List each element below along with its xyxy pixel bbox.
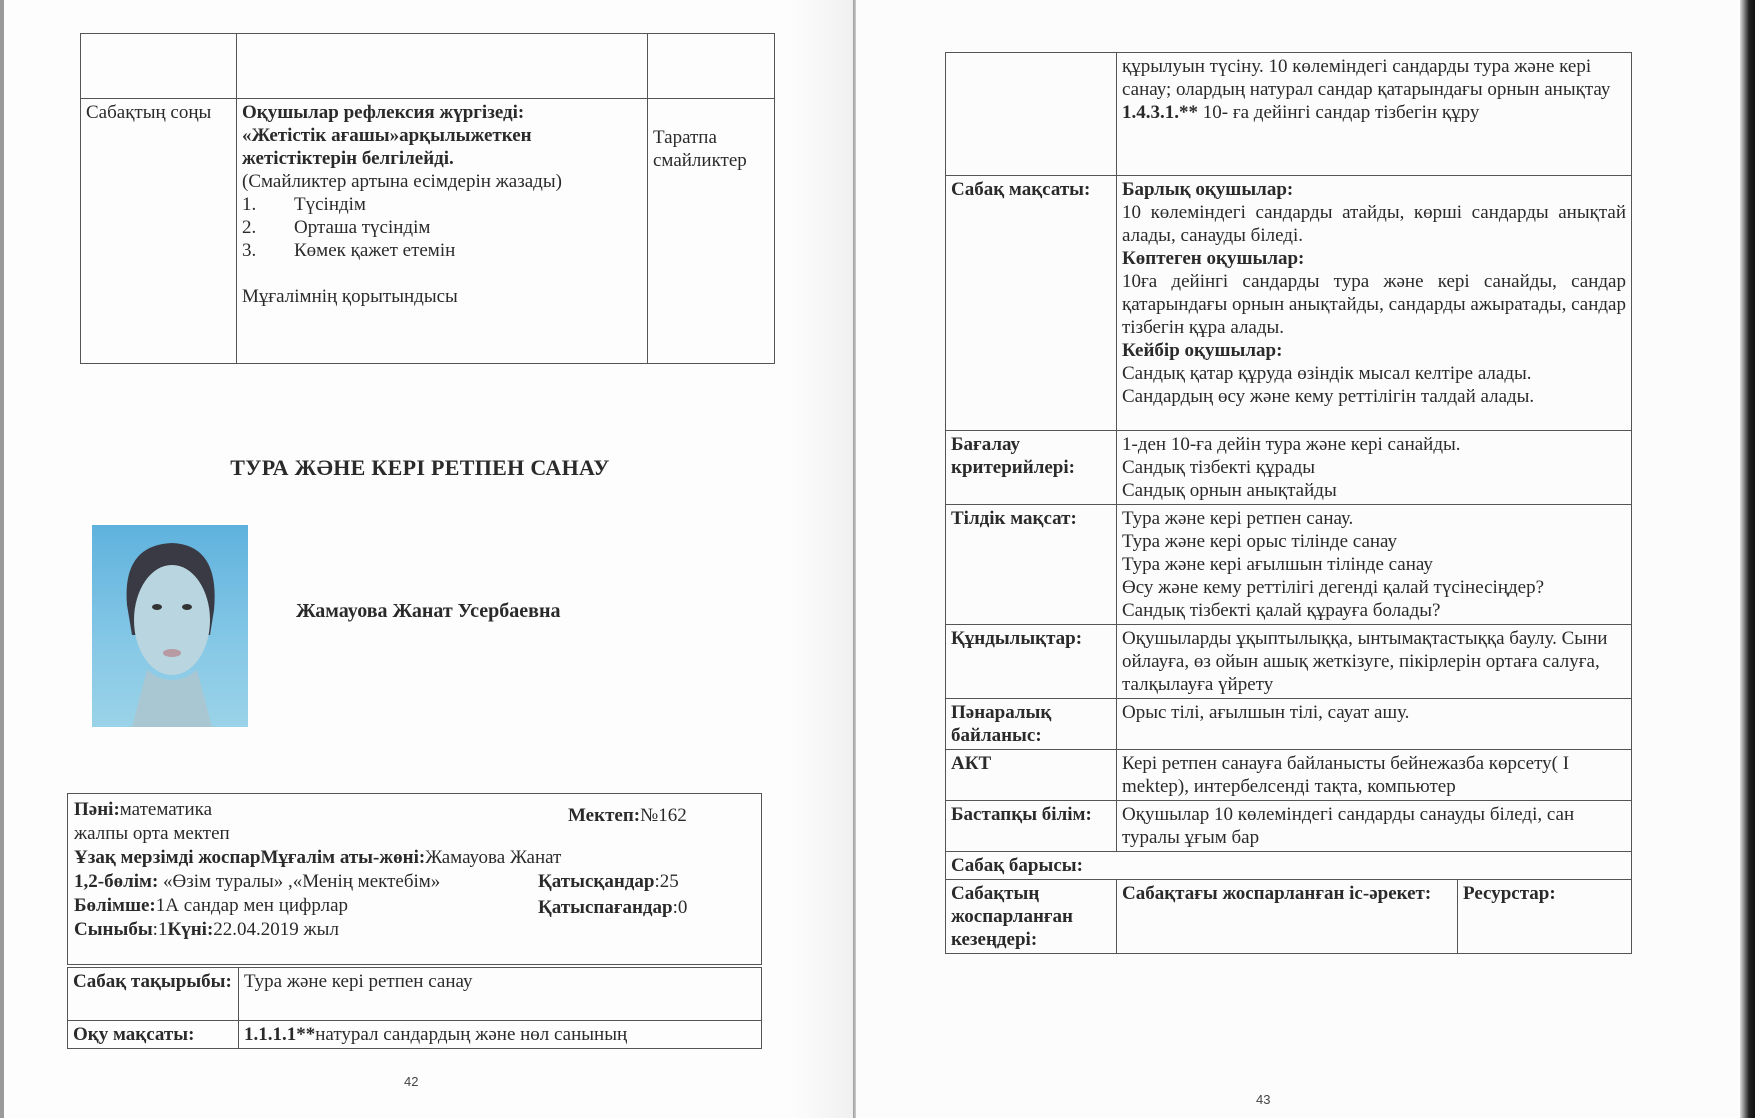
absent-line — [538, 896, 687, 919]
eye-left — [152, 604, 162, 610]
lesson-goals-label: Сабақ мақсаты: — [946, 176, 1117, 431]
date-label: Күні: — [167, 919, 214, 940]
lesson-info-box — [67, 793, 762, 965]
assessment-line: Сандық орнын анықтайды — [1122, 480, 1337, 501]
objective-label: Оқу мақсаты: — [68, 1021, 239, 1049]
goals-some-text: Сандардың өсу және кему реттілігін талдай алады. — [1122, 386, 1535, 407]
goals-many-text: 10ға дейінгі сандарды тура және кері санайды, сандар қатарындағы орнын анықтайды, сандарды ажыратады, сандар тізбегін құра алады. — [1122, 271, 1626, 338]
language-goal-line: Тура және кері орыс тілінде санау — [1122, 531, 1398, 552]
lesson-topic-table — [67, 967, 762, 1049]
portrait-image — [92, 525, 248, 727]
lesson-goals-cell — [1117, 176, 1632, 431]
present-label: Қатысқандар — [538, 871, 655, 892]
table-cell — [648, 34, 775, 99]
teacher-conclusion: Мұғалімнің қорытындысы — [242, 286, 458, 307]
cross-curricular-label: Пәнаралық байланыс: — [946, 699, 1117, 750]
option-text: Орташа түсіндім — [294, 217, 431, 238]
language-goal-cell — [1117, 505, 1632, 625]
section-label: 1,2-бөлім: — [74, 871, 159, 892]
resources-cell — [648, 99, 775, 364]
table-row — [946, 750, 1632, 801]
reflection-option — [242, 239, 642, 262]
subject-label: Пәні: — [74, 799, 120, 820]
table-row — [946, 801, 1632, 852]
neck-shape — [132, 670, 212, 727]
grade-date-line — [74, 918, 339, 941]
section-line — [74, 870, 440, 893]
prior-knowledge-text: Оқушылар 10 көлеміндегі сандарды санауды біледі, сан туралы ұғым бар — [1117, 801, 1632, 852]
teacher-label: Мұғалім аты-жөні: — [260, 847, 426, 868]
table-row — [946, 880, 1632, 954]
cross-curricular-text: Орыс тілі, ағылшын тілі, сауат ашу. — [1117, 699, 1632, 750]
objective-value: натурал сандардың және нөл санының — [315, 1024, 628, 1045]
prior-knowledge-label: Бастапқы білім: — [946, 801, 1117, 852]
table-row — [946, 505, 1632, 625]
table-cell — [946, 53, 1117, 176]
goals-all-heading: Барлық оқушылар: — [1122, 179, 1294, 200]
lesson-title: ТУРА ЖӘНЕ КЕРІ РЕТПЕН САНАУ — [230, 455, 610, 480]
book-spine — [853, 0, 856, 1118]
present-value: :25 — [654, 871, 679, 892]
plan-activities-header: Сабақтағы жоспарланған іс-әрекет: — [1117, 880, 1458, 954]
section-value: «Өзім туралы» ,«Менің мектебім» — [163, 871, 441, 892]
absent-value: :0 — [672, 897, 688, 918]
objective-code: 1.1.1.1** — [244, 1024, 316, 1045]
reflection-option — [242, 216, 642, 239]
activity-line: жетістіктерін белгілейді. — [242, 148, 454, 169]
goals-some-text: Сандық қатар құруда өзіндік мысал келтіре алады. — [1122, 363, 1532, 384]
objective-continued-cell — [1117, 53, 1632, 176]
table-row — [68, 1021, 762, 1049]
lesson-plan-table — [945, 52, 1632, 954]
table-row — [946, 625, 1632, 699]
values-label: Құндылықтар: — [946, 625, 1117, 699]
objective-continued-text: құрылуын түсіну. 10 көлеміндегі сандарды тура және кері санау; олардың натурал сандар қатарындағы орнын анықтау — [1122, 56, 1611, 100]
table-row — [946, 699, 1632, 750]
objective-code-text: 10- ға дейінгі сандар тізбегін құру — [1198, 102, 1480, 123]
goals-many-heading: Көптеген оқушылар: — [1122, 248, 1305, 269]
face-shape — [134, 565, 210, 675]
stage-label: Сабақтың соңы — [81, 99, 237, 364]
table-row — [946, 176, 1632, 431]
table-row — [81, 34, 775, 99]
resources-text: Таратпа смайликтер — [653, 127, 747, 171]
table-row — [946, 53, 1632, 176]
subsection-value: 1А сандар мен цифрлар — [155, 895, 349, 916]
values-text: Оқушыларды ұқыптылыққа, ынтымақтастыққа баулу. Сыни ойлауға, өз ойын ашық жеткізуге, пікірлерін ортаға салуға, талқылауға үйрету — [1117, 625, 1632, 699]
table-cell — [237, 34, 648, 99]
teacher-name: Жамауова Жанат Усербаевна — [296, 600, 561, 622]
plan-resources-header: Ресурстар: — [1458, 880, 1632, 954]
table-row — [81, 99, 775, 364]
option-text: Көмек қажет етемін — [294, 240, 456, 261]
assessment-cell — [1117, 431, 1632, 505]
activity-heading: Оқушылар рефлексия жүргізеді: — [242, 102, 525, 123]
teacher-value: Жамауова Жанат — [425, 847, 562, 868]
option-number: 3. — [242, 240, 257, 261]
absent-label: Қатыспағандар — [538, 897, 673, 918]
topic-label: Сабақ тақырыбы: — [68, 968, 239, 1021]
assessment-line: 1-ден 10-ға дейін тура және кері санайды. — [1122, 434, 1461, 455]
table-row — [68, 968, 762, 1021]
language-goal-line: Тура және кері ағылшын тілінде санау — [1122, 554, 1433, 575]
objective-code: 1.4.3.1.** — [1122, 102, 1198, 123]
topic-value: Тура және кері ретпен санау — [239, 968, 762, 1021]
table-row — [946, 852, 1632, 880]
page-number-right: 43 — [1256, 1092, 1271, 1107]
school-value: №162 — [640, 805, 687, 826]
option-text: Түсіндім — [294, 194, 366, 215]
school-line — [568, 804, 687, 827]
lesson-progress-label: Сабақ барысы: — [946, 852, 1632, 880]
table-cell — [81, 34, 237, 99]
teacher-photo — [92, 525, 248, 727]
school-label: Мектеп: — [568, 805, 641, 826]
table-row — [946, 431, 1632, 505]
plan-teacher-line — [74, 846, 561, 869]
present-line — [538, 870, 679, 893]
scan-edge-left — [0, 0, 4, 1118]
subsection-line — [74, 894, 348, 917]
spine-shadow — [790, 0, 853, 1118]
scan-edge-right — [1740, 0, 1755, 1118]
assessment-label: Бағалау критерийлері: — [946, 431, 1117, 505]
goals-all-text: 10 көлеміндегі сандарды атайды, көрші сандарды анықтай алады, санауды біледі. — [1122, 202, 1626, 246]
subject-line — [74, 798, 212, 821]
activity-note: (Смайликтер артына есімдерін жазады) — [242, 171, 562, 192]
mouth — [163, 649, 181, 657]
reflection-option — [242, 193, 642, 216]
lesson-end-table — [80, 33, 775, 364]
language-goal-line: Тура және кері ретпен санау. — [1122, 508, 1354, 529]
eye-right — [182, 604, 192, 610]
activity-line: «Жетістік ағашы»арқылыжеткен — [242, 125, 532, 146]
plan-stages-header: Сабақтың жоспарланған кезеңдері: — [946, 880, 1117, 954]
school-type: жалпы орта мектеп — [74, 823, 230, 844]
long-term-plan-label: Ұзақ мерзімді жоспар — [74, 847, 261, 868]
language-goal-label: Тілдік мақсат: — [946, 505, 1117, 625]
grade-value: :1 — [152, 919, 168, 940]
page-number-left: 42 — [404, 1074, 419, 1089]
ict-label: АКТ — [946, 750, 1117, 801]
objective-code-line — [1122, 101, 1626, 124]
date-value: 22.04.2019 жыл — [213, 919, 339, 940]
grade-label: Сыныбы — [74, 919, 153, 940]
language-goal-line: Сандық тізбекті қалай құрауға болады? — [1122, 600, 1441, 621]
subject-value: математика — [119, 799, 213, 820]
subsection-label: Бөлімше: — [74, 895, 156, 916]
assessment-line: Сандық тізбекті құрады — [1122, 457, 1316, 478]
language-goal-line: Өсу және кему реттілігі дегенді қалай түсінесіңдер? — [1122, 577, 1545, 598]
ict-text: Кері ретпен санауға байланысты бейнежазба көрсету( I mektep), интербелсенді тақта, компьютер — [1117, 750, 1632, 801]
activity-cell — [237, 99, 648, 364]
objective-cell — [239, 1021, 762, 1049]
goals-some-heading: Кейбір оқушылар: — [1122, 340, 1283, 361]
option-number: 1. — [242, 194, 257, 215]
option-number: 2. — [242, 217, 257, 238]
